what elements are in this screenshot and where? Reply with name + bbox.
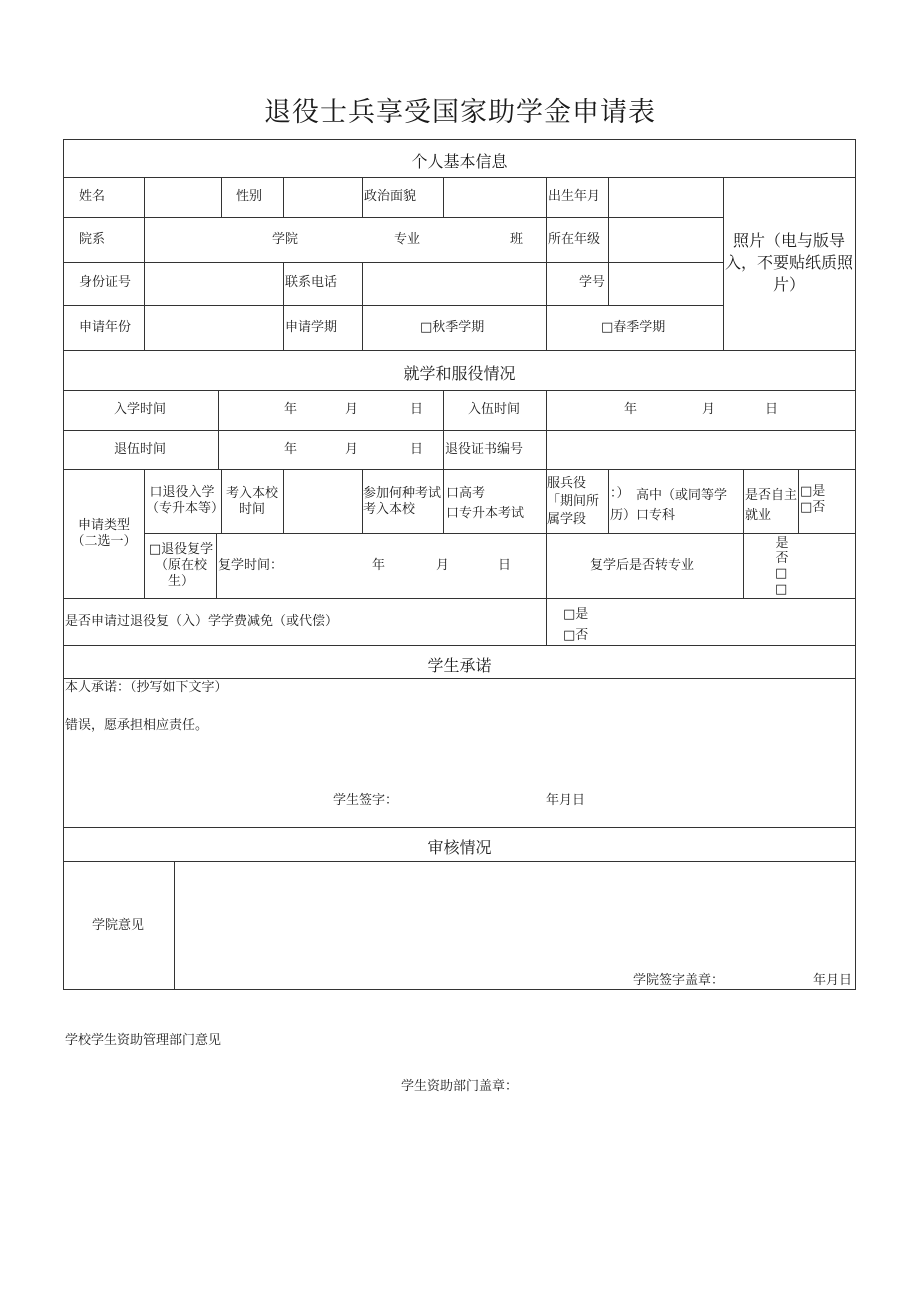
year-label: 年 [284,442,298,457]
col-divider [608,177,609,305]
row-divider [63,645,856,646]
col-divider [216,533,217,598]
major-label: 专业 [394,232,421,247]
month-label: 月 [345,442,359,457]
col-divider [218,390,219,469]
fee-waiver-no-checkbox[interactable]: □否 [563,628,589,643]
name-label: 姓名 [79,189,106,204]
form-title: 退役士兵享受国家助学金申请表 [264,97,656,128]
switch-major-label: 复学后是否转专业 [590,558,695,573]
college-label: 学院 [272,232,299,247]
school-dept-opinion-label: 学校学生资助管理部门意见 [65,1033,222,1048]
row-divider [63,177,856,178]
col-divider [546,390,547,469]
student-signature-label: 学生签字： [333,793,399,808]
admission-time-label: 考入本校时间 [225,486,278,517]
col-divider [174,861,175,990]
row-divider [63,390,856,391]
apply-year-label: 申请年份 [79,320,132,335]
review-date: 年月日 [813,973,853,988]
self-employ-yes-checkbox[interactable]: □是 [800,484,826,499]
class-label: 班 [510,232,524,247]
col-divider [443,177,444,217]
col-divider [546,598,547,645]
photo-placeholder: 照片（电与版导入，不要贴纸质照片） [724,231,853,294]
student-no-label: 学号 [579,275,606,290]
type-resume-option[interactable]: □退役复学（原在校生） [148,542,214,589]
month-label: 月 [436,558,450,573]
id-number-label: 身份证号 [79,275,132,290]
gaokao-checkbox[interactable]: 口高考 [446,486,486,501]
switch-yes-checkbox[interactable]: □ [775,566,788,581]
year-label: 年 [624,402,638,417]
type-enroll-option[interactable]: 口退役入学（专升本等） [146,485,225,516]
day-label: 日 [498,558,512,573]
row-divider [63,305,723,306]
year-label: 年 [284,402,298,417]
pledge-date: 年月日 [546,793,586,808]
section-personal-header: 个人基本信息 [411,152,508,171]
stage-paren: ：） [610,486,630,501]
row-divider [63,678,856,679]
self-employ-no-checkbox[interactable]: □否 [800,500,826,515]
grade-label: 所在年级 [548,232,601,247]
gender-label: 性别 [236,189,263,204]
section-study-header: 就学和服役情况 [403,364,516,383]
col-divider [283,469,284,533]
col-divider [546,177,547,350]
row-divider [63,598,856,599]
fee-waiver-yes-checkbox[interactable]: □是 [563,607,589,622]
col-divider [443,469,444,533]
month-label: 月 [345,402,359,417]
self-employ-label: 是否自主就业 [745,488,798,523]
high-school-checkbox[interactable]: 高中（或同等学历）口专科 [610,488,728,523]
row-divider [63,217,723,218]
switch-yes-no-label: 是否 [775,536,789,566]
row-divider [63,827,856,828]
year-label: 年 [372,558,386,573]
section-pledge-header: 学生承诺 [427,656,492,675]
discharge-time-label: 退伍时间 [114,442,167,457]
zsb-checkbox[interactable]: 口专升本考试 [446,506,525,521]
spring-term-checkbox[interactable]: □春季学期 [601,320,666,335]
cert-no-label: 退役证书编号 [445,442,524,457]
college-seal-label: 学院签字盖章： [633,973,725,988]
col-divider [743,469,744,533]
enlist-time-label: 入伍时间 [468,402,521,417]
col-divider [362,177,363,217]
col-divider [144,469,145,598]
col-divider [144,177,145,350]
phone-label: 联系电话 [285,275,338,290]
col-divider [283,262,284,350]
enroll-time-label: 入学时间 [114,402,167,417]
col-divider [362,262,363,350]
row-divider [144,533,856,534]
autumn-term-checkbox[interactable]: □秋季学期 [420,320,485,335]
row-divider [63,469,856,470]
col-divider [221,177,222,217]
fee-waiver-label: 是否申请过退役复（入）学学费减免（或代偿） [65,614,339,629]
col-divider [608,469,609,533]
row-divider [63,262,723,263]
resume-time-label: 复学时间： [218,558,284,573]
row-divider [63,861,856,862]
day-label: 日 [765,402,779,417]
pledge-text: 错误，愿承担相应责任。 [65,718,209,733]
service-stage-label: 服兵役「期间所属学段 [547,476,600,527]
political-label: 政治面貌 [364,189,417,204]
section-review-header: 审核情况 [427,838,492,857]
col-divider [743,533,744,598]
exam-type-label: 参加何种考试考入本校 [363,486,442,517]
row-divider [63,430,856,431]
col-divider [443,390,444,469]
col-divider [283,177,284,217]
day-label: 日 [410,442,424,457]
dept-seal-label: 学生资助部门盖章： [401,1079,519,1094]
month-label: 月 [702,402,716,417]
college-opinion-label: 学院意见 [92,918,145,933]
switch-no-checkbox[interactable]: □ [775,582,788,597]
pledge-instruction: 本人承诺：（抄写如下文字） [65,680,228,695]
row-divider [63,350,856,351]
apply-type-label: 申请类型（二选一） [71,518,137,549]
apply-term-label: 申请学期 [285,320,338,335]
department-label: 院系 [79,232,106,247]
col-divider [798,469,799,533]
day-label: 日 [410,402,424,417]
col-divider [546,533,547,598]
birth-label: 出生年月 [548,189,601,204]
